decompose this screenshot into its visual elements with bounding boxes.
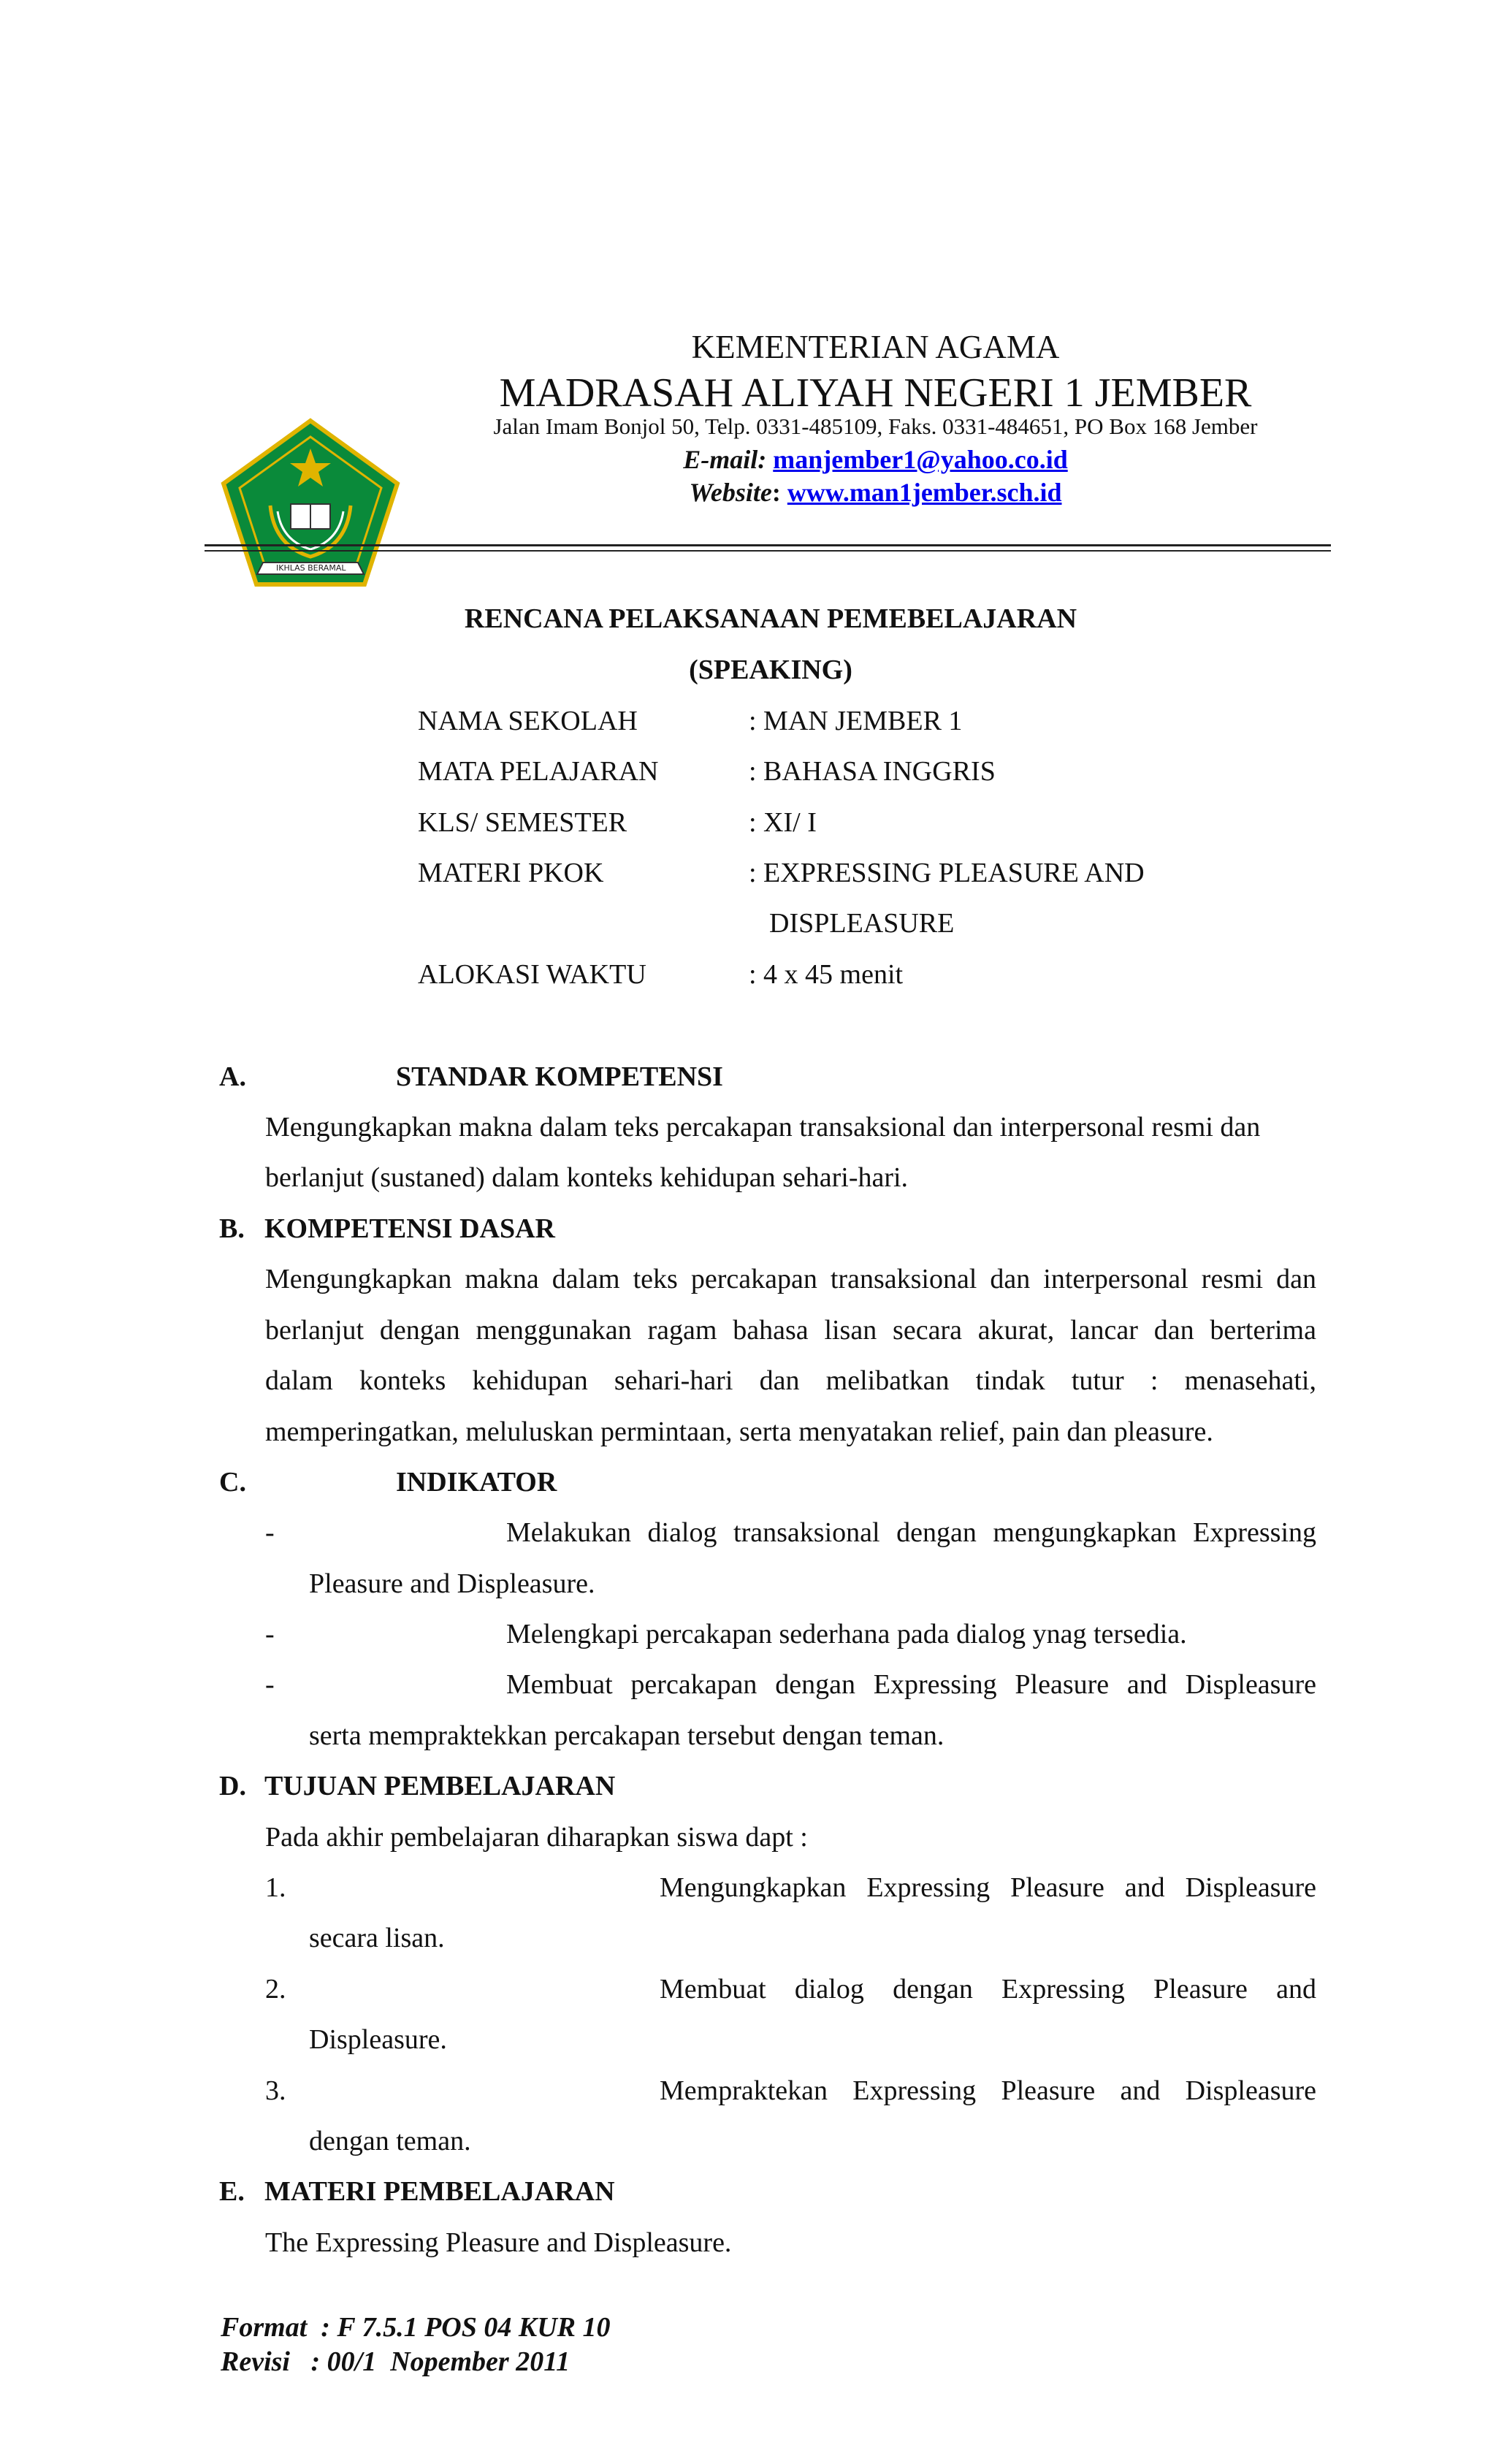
document-title: RENCANA PELAKSANAAN PEMEBELAJARAN bbox=[464, 603, 1077, 634]
objective-item-cont: Displeasure. bbox=[309, 2024, 447, 2055]
indicator-item: Melakukan dialog transaksional dengan mengungkapkan Expressing bbox=[506, 1517, 1316, 1548]
email-label: E-mail: bbox=[683, 445, 767, 474]
section-letter: A. bbox=[219, 1061, 246, 1092]
website-label: Website bbox=[689, 478, 772, 507]
section-letter: E. bbox=[219, 2176, 245, 2207]
ministry-name: KEMENTERIAN AGAMA bbox=[691, 329, 1060, 365]
indicator-item-cont: serta mempraktekkan percakapan tersebut dengan teman. bbox=[309, 1720, 944, 1751]
section-b-line: berlanjut dengan menggunakan ragam bahasa lisan secara akurat, lancar dan berterima bbox=[265, 1315, 1316, 1346]
section-b-line: Mengungkapkan makna dalam teks percakapan transaksional dan interpersonal resmi dan bbox=[265, 1264, 1316, 1294]
objective-marker: 1. bbox=[265, 1872, 286, 1903]
indicator-item: Melengkapi percakapan sederhana pada dialog ynag tersedia. bbox=[506, 1619, 1187, 1649]
section-e-line: The Expressing Pleasure and Displeasure. bbox=[265, 2227, 732, 2258]
indicator-item-cont: Pleasure and Displeasure. bbox=[309, 1568, 595, 1599]
identity-key: KLS/ SEMESTER bbox=[418, 807, 627, 838]
objective-item-cont: dengan teman. bbox=[309, 2126, 471, 2156]
indicator-marker: - bbox=[265, 1517, 275, 1548]
section-letter: B. bbox=[219, 1213, 245, 1244]
indicator-item: Membuat percakapan dengan Expressing Pleasure and Displeasure bbox=[506, 1669, 1316, 1700]
footer-revision: Revisi : 00/1 Nopember 2011 bbox=[221, 2346, 570, 2377]
indicator-marker: - bbox=[265, 1669, 275, 1700]
identity-value: : BAHASA INGGRIS bbox=[749, 756, 996, 787]
identity-value: : MAN JEMBER 1 bbox=[749, 706, 963, 736]
objective-item: Membuat dialog dengan Expressing Pleasure and bbox=[660, 1974, 1316, 2005]
section-letter: D. bbox=[219, 1771, 246, 1801]
section-title: STANDAR KOMPETENSI bbox=[396, 1061, 723, 1092]
identity-value: : EXPRESSING PLEASURE AND bbox=[749, 858, 1145, 888]
identity-row bbox=[0, 703, 1496, 739]
email-link[interactable]: manjember1@yahoo.co.id bbox=[773, 445, 1068, 474]
identity-row bbox=[0, 855, 1496, 891]
identity-key: ALOKASI WAKTU bbox=[418, 959, 646, 990]
identity-value: : 4 x 45 menit bbox=[749, 959, 904, 990]
objective-marker: 2. bbox=[265, 1974, 286, 2005]
website-line bbox=[0, 476, 1496, 509]
school-name: MADRASAH ALIYAH NEGERI 1 JEMBER bbox=[499, 370, 1252, 416]
section-a-line: berlanjut (sustaned) dalam konteks kehidupan sehari-hari. bbox=[265, 1162, 909, 1193]
website-colon: : bbox=[771, 478, 781, 507]
objective-intro: Pada akhir pembelajaran diharapkan siswa dapt : bbox=[265, 1822, 808, 1853]
identity-row bbox=[0, 905, 1496, 942]
section-b-line: memperingatkan, meluluskan permintaan, serta menyatakan relief, pain dan pleasure. bbox=[265, 1416, 1213, 1447]
indicator-marker: - bbox=[265, 1619, 275, 1649]
email-line bbox=[0, 443, 1496, 476]
document-subtitle: (SPEAKING) bbox=[689, 655, 852, 685]
logo-banner-text: IKHLAS BERAMAL bbox=[276, 563, 346, 573]
section-title: INDIKATOR bbox=[396, 1467, 557, 1498]
header-rule-top bbox=[205, 544, 1331, 546]
section-a-line: Mengungkapkan makna dalam teks percakapan transaksional dan interpersonal resmi dan bbox=[265, 1112, 1261, 1143]
identity-row bbox=[0, 804, 1496, 841]
identity-key: MATERI PKOK bbox=[418, 858, 604, 888]
section-title: TUJUAN PEMBELAJARAN bbox=[264, 1771, 616, 1801]
identity-key: NAMA SEKOLAH bbox=[418, 706, 638, 736]
footer-format: Format : F 7.5.1 POS 04 KUR 10 bbox=[221, 2312, 611, 2343]
objective-marker: 3. bbox=[265, 2075, 286, 2106]
identity-key: MATA PELAJARAN bbox=[418, 756, 659, 787]
section-title: KOMPETENSI DASAR bbox=[264, 1213, 555, 1244]
section-b-line: dalam konteks kehidupan sehari-hari dan melibatkan tindak tutur : menasehati, bbox=[265, 1365, 1316, 1396]
identity-row bbox=[0, 753, 1496, 790]
section-title: MATERI PEMBELAJARAN bbox=[264, 2176, 615, 2207]
section-letter: C. bbox=[219, 1467, 246, 1498]
school-address: Jalan Imam Bonjol 50, Telp. 0331-485109, Faks. 0331-484651, PO Box 168 Jember bbox=[493, 413, 1258, 439]
identity-row bbox=[0, 956, 1496, 993]
objective-item-cont: secara lisan. bbox=[309, 1923, 445, 1953]
identity-value: : XI/ I bbox=[749, 807, 817, 838]
header-rule-bottom bbox=[205, 550, 1331, 552]
objective-item: Mempraktekan Expressing Pleasure and Displeasure bbox=[660, 2075, 1316, 2106]
objective-item: Mengungkapkan Expressing Pleasure and Displeasure bbox=[660, 1872, 1316, 1903]
identity-value: DISPLEASURE bbox=[769, 908, 955, 939]
website-link[interactable]: www.man1jember.sch.id bbox=[787, 478, 1062, 507]
